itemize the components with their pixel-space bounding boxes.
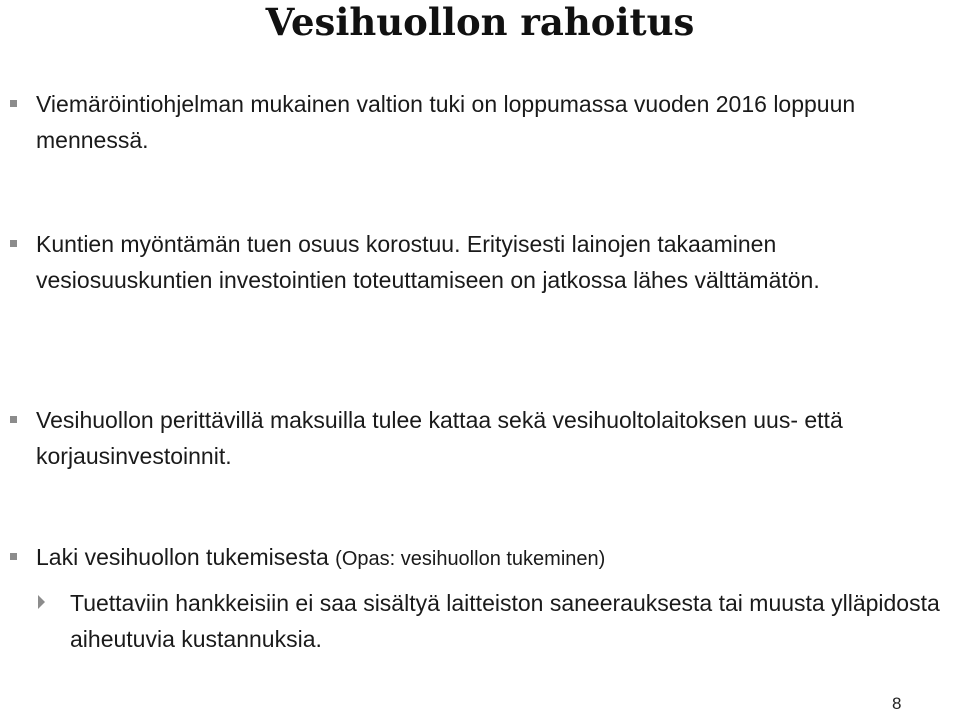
- sub-bullet-item: [70, 585, 950, 657]
- square-bullet-icon: [10, 240, 17, 247]
- bullet-item-4: [36, 539, 958, 577]
- bullet-note-4: (Opas: vesihuollon tukeminen): [335, 548, 606, 570]
- slide-title: Vesihuollon rahoitus: [265, 0, 695, 44]
- bullet-text-4: Laki vesihuollon tukemisesta: [36, 544, 329, 570]
- bullet-text-2: Kuntien myöntämän tuen osuus korostuu. Erityisesti lainojen takaaminen vesiosuuskuntien investointien toteuttamiseen on jatkossa lähes välttämätön.: [36, 231, 820, 293]
- bullet-text-3: Vesihuollon perittävillä maksuilla tulee kattaa sekä vesihuoltolaitoksen uus- että korjausinvestoinnit.: [36, 407, 843, 469]
- sub-bullet-text: Tuettaviin hankkeisiin ei saa sisältyä laitteiston saneerauksesta tai muusta ylläpidosta aiheutuvia kustannuksia.: [70, 590, 940, 652]
- square-bullet-icon: [10, 553, 17, 560]
- bullet-item-1: [36, 86, 958, 158]
- triangle-bullet-icon: [38, 595, 45, 609]
- square-bullet-icon: [10, 416, 17, 423]
- square-bullet-icon: [10, 100, 17, 107]
- bullet-text-1: Viemäröintiohjelman mukainen valtion tuki on loppumassa vuoden 2016 loppuun mennessä.: [36, 91, 856, 153]
- page-number: 8: [892, 694, 902, 713]
- bullet-item-2: [36, 226, 958, 298]
- bullet-item-3: [36, 402, 958, 474]
